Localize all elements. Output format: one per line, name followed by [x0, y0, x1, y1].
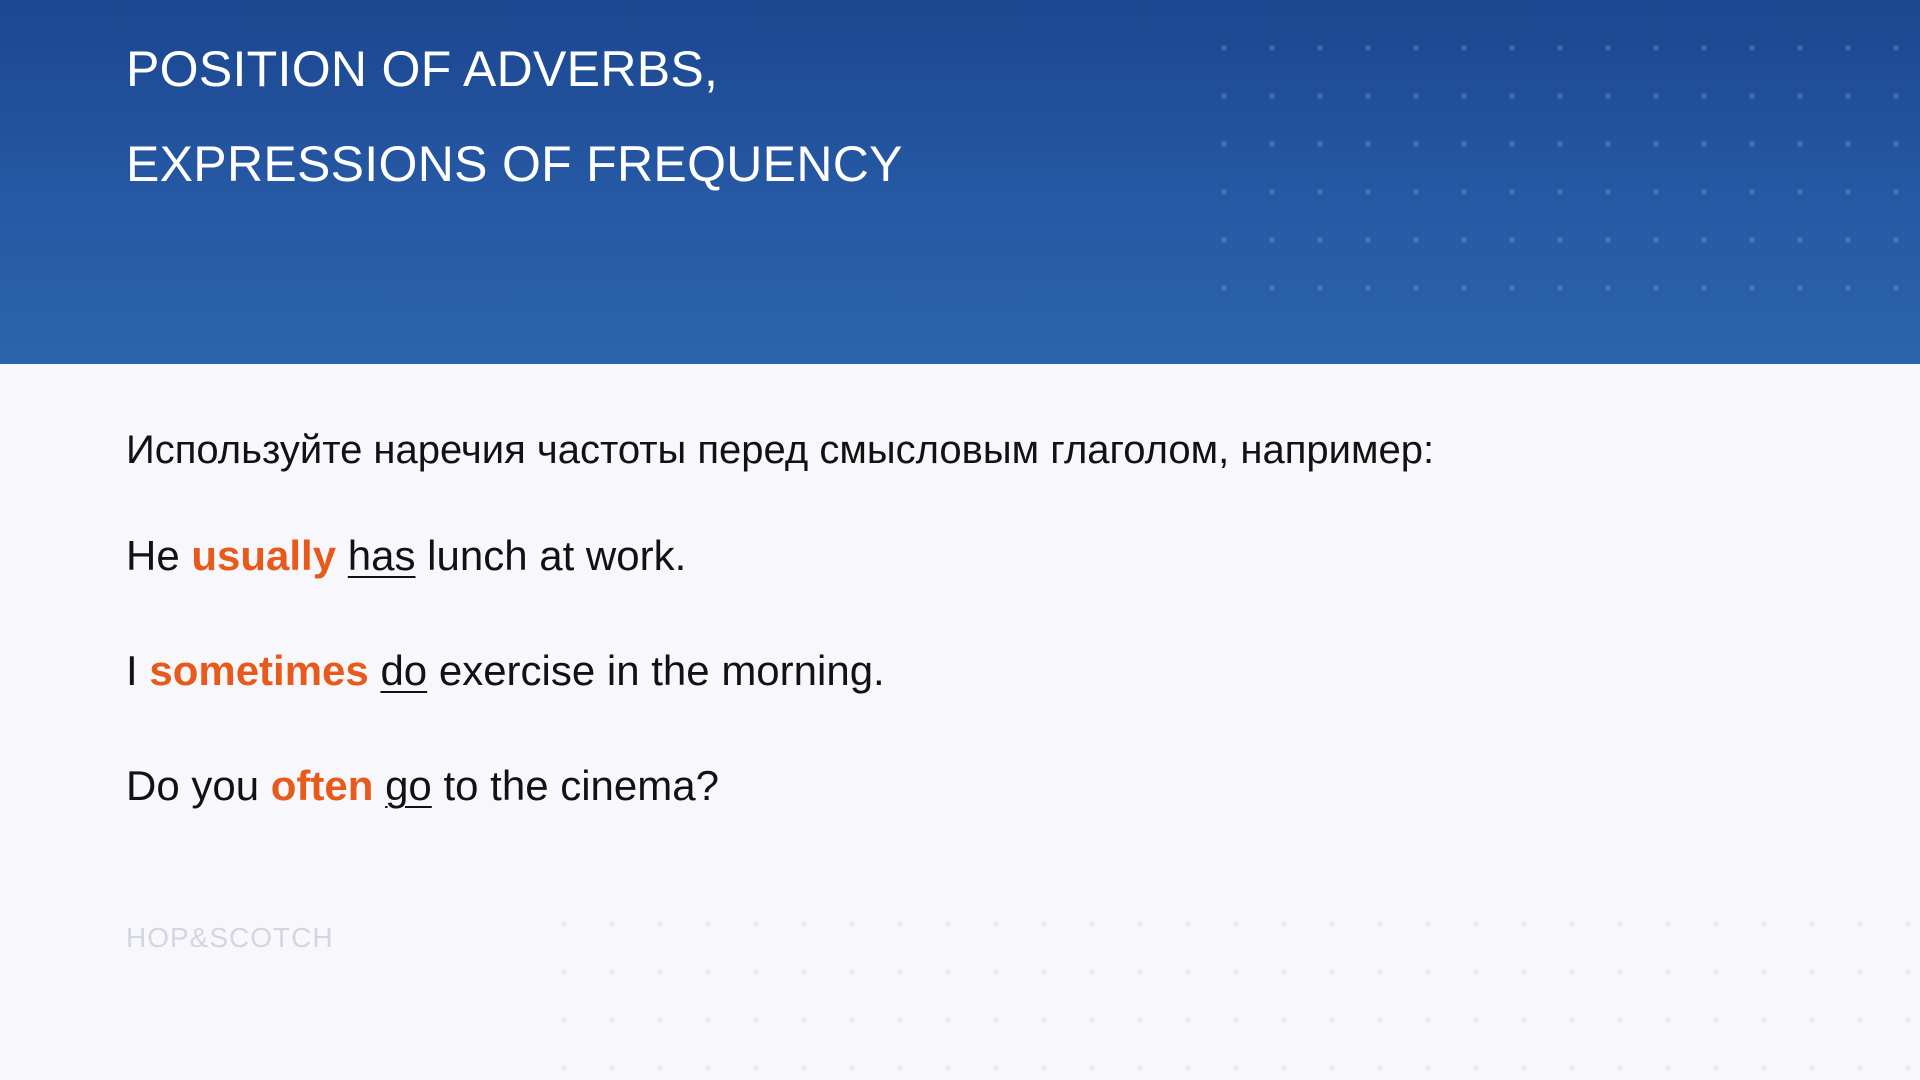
brand-logo: HOP&SCOTCH — [126, 922, 334, 953]
frequency-adverb: often — [270, 762, 374, 809]
example-sentence-1 — [126, 532, 686, 580]
main-verb: go — [385, 762, 432, 809]
example-space — [336, 532, 348, 579]
example-text-before: I — [126, 647, 150, 694]
example-sentence-2 — [126, 647, 885, 695]
example-space — [369, 647, 381, 694]
example-text-before: He — [126, 532, 192, 579]
main-verb: do — [380, 647, 428, 694]
main-verb: has — [347, 532, 416, 579]
example-text-after: exercise in the morning. — [427, 647, 885, 694]
page-title-line-1: POSITION OF ADVERBS, — [126, 41, 719, 97]
frequency-adverb: sometimes — [149, 647, 369, 694]
page-title-line-2: EXPRESSIONS OF FREQUENCY — [126, 136, 903, 192]
decorative-dot-pattern-bottom — [540, 900, 1920, 1080]
example-space — [373, 762, 385, 809]
example-text-before: Do you — [126, 762, 271, 809]
example-text-after: to the cinema? — [431, 762, 719, 809]
example-sentence-3 — [126, 762, 719, 810]
header-banner — [0, 0, 1920, 364]
intro-text: Используйте наречия частоты перед смысловым глаголом, например: — [126, 428, 1435, 472]
example-text-after: lunch at work. — [415, 532, 687, 579]
decorative-dot-pattern — [1200, 24, 1920, 334]
frequency-adverb: usually — [191, 532, 337, 579]
